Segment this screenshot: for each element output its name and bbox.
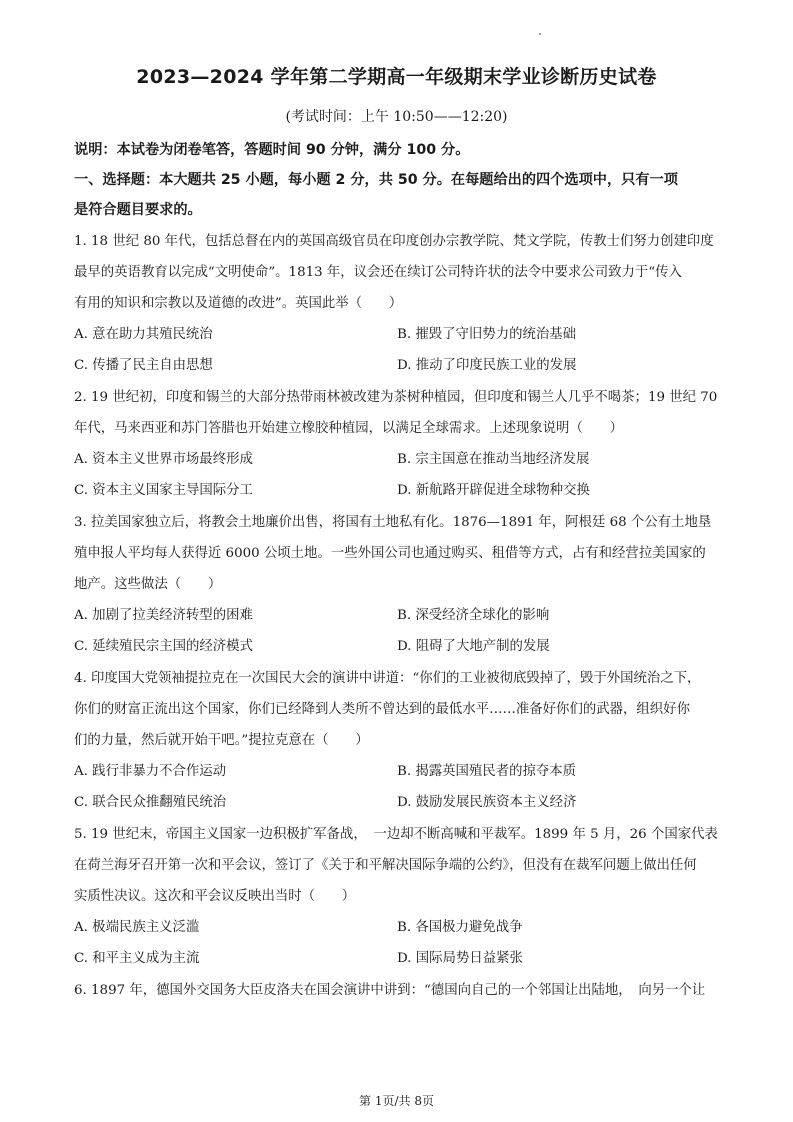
question-3-option-d: D. 阻碍了大地产制的发展 xyxy=(397,639,550,654)
question-2-option-d: D. 新航路开辟促进全球物种交换 xyxy=(397,483,590,498)
question-5-option-a: A. 极端民族主义泛滥 xyxy=(74,920,200,935)
question-1-option-b: B. 摧毁了守旧势力的统治基础 xyxy=(397,327,577,342)
page-number: 第 1页/共 8页 xyxy=(359,1094,434,1108)
question-3-stem-line: 3. 拉美国家独立后，将教会土地廉价出售，将国有土地私有化。1876—1891 年，阿根廷 68 个公有土地垦 xyxy=(74,515,712,530)
scan-dot xyxy=(539,33,541,35)
question-5-option-c: C. 和平主义成为主流 xyxy=(74,951,200,966)
question-4-option-c: C. 联合民众推翻殖民统治 xyxy=(74,795,227,810)
question-3-option-a: A. 加剧了拉美经济转型的困难 xyxy=(74,608,253,623)
page-title: 2023—2024 学年第二学期高一年级期末学业诊断历史试卷 xyxy=(136,66,657,88)
question-3-stem-line: 殖申报人平均每人获得近 6000 公顷土地。一些外国公司也通过购买、租借等方式，占有和经营拉美国家的 xyxy=(74,546,706,561)
question-5-option-d: D. 国际局势日益紧张 xyxy=(397,951,523,966)
question-1-stem-line: 1. 18 世纪 80 年代，包括总督在内的英国高级官员在印度创办宗教学院、梵文学院，传教士们努力创建印度 xyxy=(74,234,714,249)
exam-time: (考试时间：上午 10:50——12:20) xyxy=(285,109,508,125)
question-3-option-c: C. 延续殖民宗主国的经济模式 xyxy=(74,639,253,654)
question-1-stem-line: 最早的英语教育以完成“文明使命”。1813 年，议会还在续订公司特许状的法令中要求公司致力于“传入 xyxy=(74,265,682,280)
question-5-stem-line: 在荷兰海牙召开第一次和平会议，签订了《关于和平解决国际争端的公约》，但没有在裁军问题上做出任何 xyxy=(74,858,697,873)
question-2-option-c: C. 资本主义国家主导国际分工 xyxy=(74,483,253,498)
question-4-option-b: B. 揭露英国殖民者的掠夺本质 xyxy=(397,764,577,779)
question-4-stem-line: 4. 印度国大党领袖提拉克在一次国民大会的演讲中讲道：“你们的工业被彻底毁掉了，毁于外国统治之下， xyxy=(74,671,701,686)
question-5-option-b: B. 各国极力避免战争 xyxy=(397,920,523,935)
instructions-note: 说明：本试卷为闭卷笔答，答题时间 90 分钟，满分 100 分。 xyxy=(74,142,470,158)
section-heading-line1: 一、选择题：本大题共 25 小题，每小题 2 分，共 50 分。在每题给出的四个选项中，只有一项 xyxy=(74,172,678,188)
question-1-stem-line: 有用的知识和宗教以及道德的改进”。英国此举（ ） xyxy=(74,296,403,311)
question-4-option-d: D. 鼓励发展民族资本主义经济 xyxy=(397,795,577,810)
question-2-option-a: A. 资本主义世界市场最终形成 xyxy=(74,452,253,467)
question-2-stem-line: 年代，马来西亚和苏门答腊也开始建立橡胶种植园，以满足全球需求。上述现象说明（ ） xyxy=(74,421,624,436)
question-4-stem-line: 你们的财富正流出这个国家，你们已经降到人类所不曾达到的最低水平……准备好你们的武器，组织好你 xyxy=(74,702,690,717)
question-2-option-b: B. 宗主国意在推动当地经济发展 xyxy=(397,452,590,467)
question-1-option-d: D. 推动了印度民族工业的发展 xyxy=(397,358,577,373)
question-1-option-a: A. 意在助力其殖民统治 xyxy=(74,327,213,342)
question-1-option-c: C. 传播了民主自由思想 xyxy=(74,358,213,373)
question-4-stem-line: 们的力量，然后就开始干吧。”提拉克意在（ ） xyxy=(74,733,369,748)
question-3-stem-line: 地产。这些做法（ ） xyxy=(74,577,222,592)
question-5-stem-line: 实质性决议。这次和平会议反映出当时（ ） xyxy=(74,889,356,904)
question-4-option-a: A. 践行非暴力不合作运动 xyxy=(74,764,227,779)
question-5-stem-line: 5. 19 世纪末，帝国主义国家一边积极扩军备战， 一边却不断高喊和平裁军。1899 年 5 月，26 个国家代表 xyxy=(74,827,718,842)
question-2-stem-line: 2. 19 世纪初，印度和锡兰的大部分热带雨林被改建为茶树种植园，但印度和锡兰人几乎不喝茶；19 世纪 70 xyxy=(74,390,718,405)
question-3-option-b: B. 深受经济全球化的影响 xyxy=(397,608,550,623)
question-6-stem-line: 6. 1897 年，德国外交国务大臣皮洛夫在国会演讲中讲到：“德国向自己的一个邻国让出陆地， 向另一个让 xyxy=(74,983,706,998)
section-heading-line2: 是符合题目要求的。 xyxy=(74,202,202,218)
